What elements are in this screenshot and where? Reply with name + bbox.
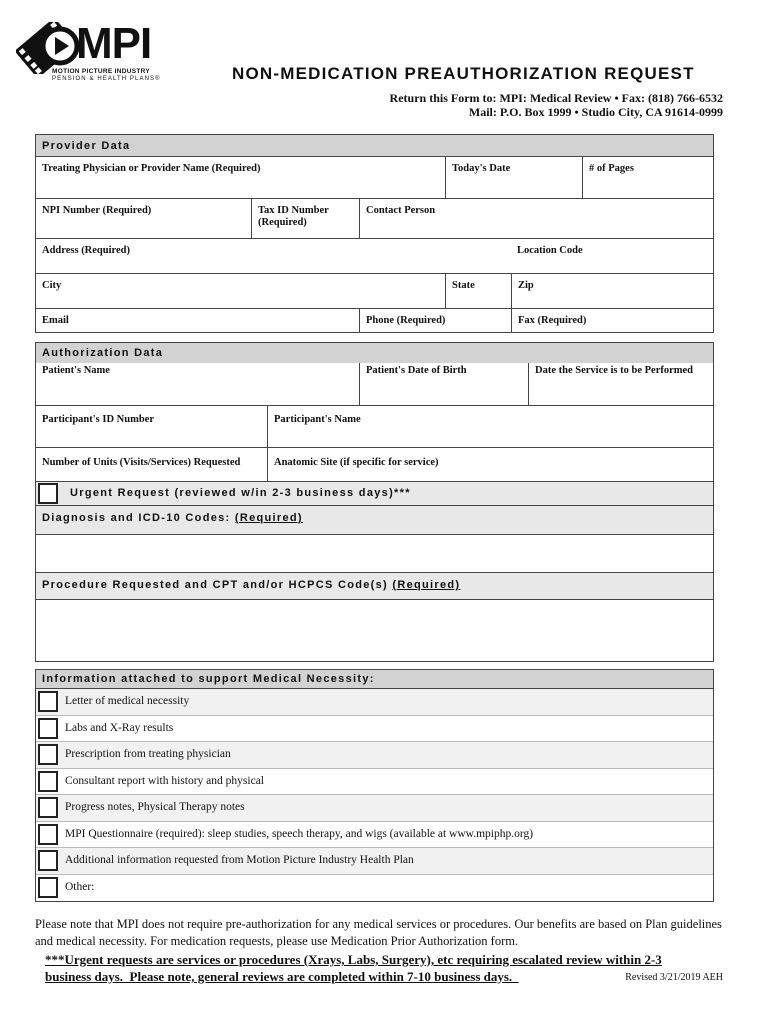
logo-tagline: PENSION & HEALTH PLANS®	[52, 76, 161, 82]
provider-row-1	[36, 157, 713, 199]
attachment-checkbox[interactable]	[38, 824, 58, 845]
todays-date-field[interactable]	[445, 157, 582, 198]
address-field[interactable]	[36, 239, 511, 273]
physician-name-label: Treating Physician or Provider Name (Required)	[42, 163, 261, 174]
address-label: Address (Required)	[42, 245, 130, 256]
city-label: City	[42, 280, 62, 291]
attachment-item	[36, 795, 713, 822]
patient-dob-label: Patient's Date of Birth	[366, 365, 467, 376]
diagnosis-header-row	[36, 506, 713, 535]
provider-row-4	[36, 274, 713, 309]
logo-subtitle: MOTION PICTURE INDUSTRY	[52, 68, 151, 75]
attachment-item	[36, 769, 713, 796]
provider-data-heading: Provider Data	[36, 135, 713, 157]
participant-id-field[interactable]	[36, 406, 267, 447]
pages-field[interactable]	[582, 157, 713, 198]
logo-text: MPI	[76, 19, 152, 68]
tax-id-label: Tax ID Number	[258, 205, 329, 216]
patient-dob-field[interactable]	[359, 363, 528, 405]
diagnosis-required: (Required)	[234, 512, 303, 524]
units-label: Number of Units (Visits/Services) Requested	[42, 457, 241, 468]
attachment-label: Other:	[65, 880, 95, 893]
attachments-heading: Information attached to support Medical Necessity:	[36, 670, 713, 689]
attachment-item	[36, 716, 713, 743]
email-field[interactable]	[36, 309, 359, 333]
npi-number-label: NPI Number (Required)	[42, 205, 152, 216]
film-reel-icon	[16, 22, 80, 74]
location-code-label: Location Code	[517, 245, 583, 256]
location-code-field[interactable]	[511, 239, 713, 273]
urgent-request-checkbox[interactable]	[38, 483, 58, 504]
attachment-item	[36, 848, 713, 875]
attachment-item	[36, 822, 713, 849]
provider-row-3	[36, 239, 713, 274]
service-date-field[interactable]	[528, 363, 713, 405]
tax-id-required-label: (Required)	[258, 217, 307, 228]
auth-row-1	[36, 363, 713, 406]
phone-label: Phone (Required)	[366, 315, 446, 326]
procedure-label	[42, 579, 460, 591]
units-field[interactable]	[36, 448, 267, 481]
attachments-section	[35, 669, 714, 902]
form-title: NON-MEDICATION PREAUTHORIZATION REQUEST	[232, 64, 695, 83]
urgent-notice-line1: ***Urgent requests are services or procedures (Xrays, Labs, Surgery), etc requiring escalated review within 2-3	[45, 952, 662, 967]
procedure-header-row	[36, 573, 713, 600]
fax-label: Fax (Required)	[518, 315, 587, 326]
procedure-label-text: Procedure Requested and CPT and/or HCPCS Code(s)	[42, 579, 393, 591]
attachment-label: Consultant report with history and physical	[65, 774, 264, 787]
attachment-label: MPI Questionnaire (required): sleep studies, speech therapy, and wigs (available at www.mpiphp.org)	[65, 827, 534, 840]
urgent-request-label: Urgent Request (reviewed w/in 2-3 business days)***	[70, 487, 411, 499]
state-field[interactable]	[445, 274, 511, 308]
urgent-notice	[45, 951, 662, 985]
tax-id-field[interactable]	[251, 199, 359, 238]
attachment-checkbox[interactable]	[38, 850, 58, 871]
return-address-line: Return this Form to: MPI: Medical Review • Fax: (818) 766-6532	[389, 91, 723, 105]
attachment-checkbox[interactable]	[38, 691, 58, 712]
phone-field[interactable]	[359, 309, 511, 333]
procedure-input-area[interactable]	[36, 600, 713, 661]
patient-name-label: Patient's Name	[42, 365, 110, 376]
fax-field[interactable]	[511, 309, 713, 333]
participant-name-field[interactable]	[267, 406, 713, 447]
patient-name-field[interactable]	[36, 363, 359, 405]
authorization-data-heading: Authorization Data	[36, 343, 713, 363]
attachment-checkbox[interactable]	[38, 718, 58, 739]
zip-field[interactable]	[511, 274, 713, 308]
service-date-label: Date the Service is to be Performed	[535, 365, 694, 376]
mpi-logo	[16, 19, 176, 84]
attachment-checkbox[interactable]	[38, 797, 58, 818]
zip-label: Zip	[518, 280, 534, 291]
provider-row-2	[36, 199, 713, 239]
anatomic-site-label: Anatomic Site (if specific for service)	[274, 457, 439, 468]
procedure-required: (Required)	[392, 579, 461, 591]
pages-label: # of Pages	[589, 163, 634, 174]
city-field[interactable]	[36, 274, 445, 308]
authorization-data-section	[35, 342, 714, 662]
physician-name-field[interactable]	[36, 157, 445, 198]
attachment-checkbox[interactable]	[38, 877, 58, 898]
auth-row-3	[36, 448, 713, 482]
attachments-checklist	[36, 689, 713, 901]
anatomic-site-field[interactable]	[267, 448, 713, 481]
urgent-notice-line2: business days. Please note, general reviews are completed within 7-10 business days.	[45, 969, 519, 984]
attachment-checkbox[interactable]	[38, 744, 58, 765]
attachment-item	[36, 689, 713, 716]
attachment-item	[36, 742, 713, 769]
attachment-label: Additional information requested from Motion Picture Industry Health Plan	[65, 854, 414, 866]
urgent-request-row	[36, 482, 713, 506]
email-label: Email	[42, 315, 69, 326]
attachment-label: Progress notes, Physical Therapy notes	[65, 801, 245, 813]
auth-row-2	[36, 406, 713, 448]
npi-number-field[interactable]	[36, 199, 251, 238]
diagnosis-label	[42, 512, 303, 524]
attachment-label: Labs and X-Ray results	[65, 721, 174, 734]
attachment-item	[36, 875, 713, 902]
attachment-label: Prescription from treating physician	[65, 748, 231, 760]
participant-name-label: Participant's Name	[274, 414, 361, 425]
contact-person-field[interactable]	[359, 199, 713, 238]
mail-address-line: Mail: P.O. Box 1999 • Studio City, CA 91614-0999	[468, 105, 723, 119]
contact-person-label: Contact Person	[366, 205, 436, 216]
todays-date-label: Today's Date	[452, 163, 511, 174]
attachment-checkbox[interactable]	[38, 771, 58, 792]
footer-note: Please note that MPI does not require pre-authorization for any medical services or procedures. Our benefits are based on Plan guidelines and medical necessity. For medication requests, please use Medication Prior Authorization form.	[35, 917, 722, 948]
provider-data-section	[35, 134, 714, 333]
participant-id-label: Participant's ID Number	[42, 414, 154, 425]
state-label: State	[452, 280, 475, 291]
provider-row-5	[36, 309, 713, 333]
attachment-label: Letter of medical necessity	[65, 695, 190, 707]
diagnosis-label-text: Diagnosis and ICD-10 Codes:	[42, 512, 235, 524]
revision-stamp: Revised 3/21/2019 AEH	[625, 972, 723, 983]
diagnosis-input-area[interactable]	[36, 535, 713, 573]
